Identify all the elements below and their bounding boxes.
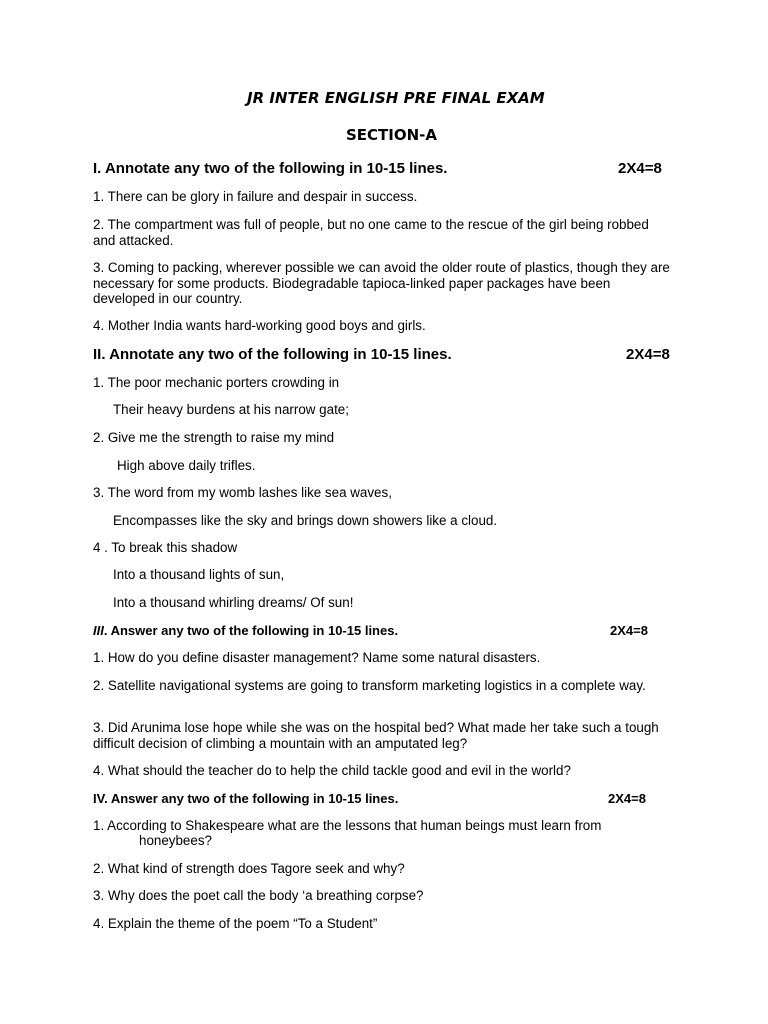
q4-heading: IV. Answer any two of the following in 10-15 lines.: [93, 791, 399, 806]
q1-item: 1. There can be glory in failure and despair in success.: [93, 189, 418, 204]
q4-item: 3. Why does the poet call the body ‘a breathing corpse?: [93, 888, 424, 903]
q3-item: 3. Did Arunima lose hope while she was on the hospital bed? What made her take such a tough difficult decision of climbing a mountain with an amputated leg?: [93, 720, 659, 751]
q3-heading: . Answer any two of the following in 10-15 lines.: [103, 623, 399, 638]
q4-item-continuation: honeybees?: [139, 833, 212, 848]
q1-item: 2. The compartment was full of people, but no one came to the rescue of the girl being robbed and attacked.: [93, 217, 649, 248]
q1-heading: I. Annotate any two of the following in 10-15 lines.: [93, 160, 448, 177]
q2-line: Their heavy burdens at his narrow gate;: [113, 402, 349, 417]
q1-item: 3. Coming to packing, wherever possible we can avoid the older route of plastics, though they are necessary for some products. Biodegradable tapioca-linked paper packages have been developed in our country.: [93, 260, 670, 306]
q2-line: High above daily trifles.: [117, 458, 256, 473]
q3-marks: 2X4=8: [610, 623, 648, 638]
q4-marks: 2X4=8: [608, 791, 646, 806]
q2-line: Encompasses like the sky and brings down showers like a cloud.: [113, 513, 498, 528]
exam-title: JR INTER ENGLISH PRE FINAL EXAM: [247, 89, 545, 107]
section-heading: SECTION-A: [346, 126, 438, 144]
q2-line: 1. The poor mechanic porters crowding in: [93, 375, 340, 390]
q4-item: 1. According to Shakespeare what are the lessons that human beings must learn from: [93, 818, 602, 833]
q3-numeral: III: [93, 623, 104, 638]
q1-item: 4. Mother India wants hard-working good boys and girls.: [93, 318, 426, 333]
q3-item: 4. What should the teacher do to help the child tackle good and evil in the world?: [93, 763, 571, 778]
q2-line: Into a thousand lights of sun,: [113, 567, 285, 582]
q3-item: 1. How do you define disaster management? Name some natural disasters.: [93, 650, 541, 665]
q2-marks: 2X4=8: [626, 346, 670, 363]
q4-item: 4. Explain the theme of the poem “To a Student”: [93, 916, 378, 931]
q2-line: Into a thousand whirling dreams/ Of sun!: [113, 595, 354, 610]
q4-item: 2. What kind of strength does Tagore seek and why?: [93, 861, 405, 876]
q3-heading-row: [93, 623, 398, 638]
q2-line: 4 . To break this shadow: [93, 540, 238, 555]
q2-line: 2. Give me the strength to raise my mind: [93, 430, 335, 445]
q3-item: 2. Satellite navigational systems are going to transform marketing logistics in a complete way.: [93, 678, 646, 693]
q2-line: 3. The word from my womb lashes like sea waves,: [93, 485, 392, 500]
q1-marks: 2X4=8: [618, 160, 662, 177]
q2-heading: II. Annotate any two of the following in 10-15 lines.: [93, 346, 452, 363]
